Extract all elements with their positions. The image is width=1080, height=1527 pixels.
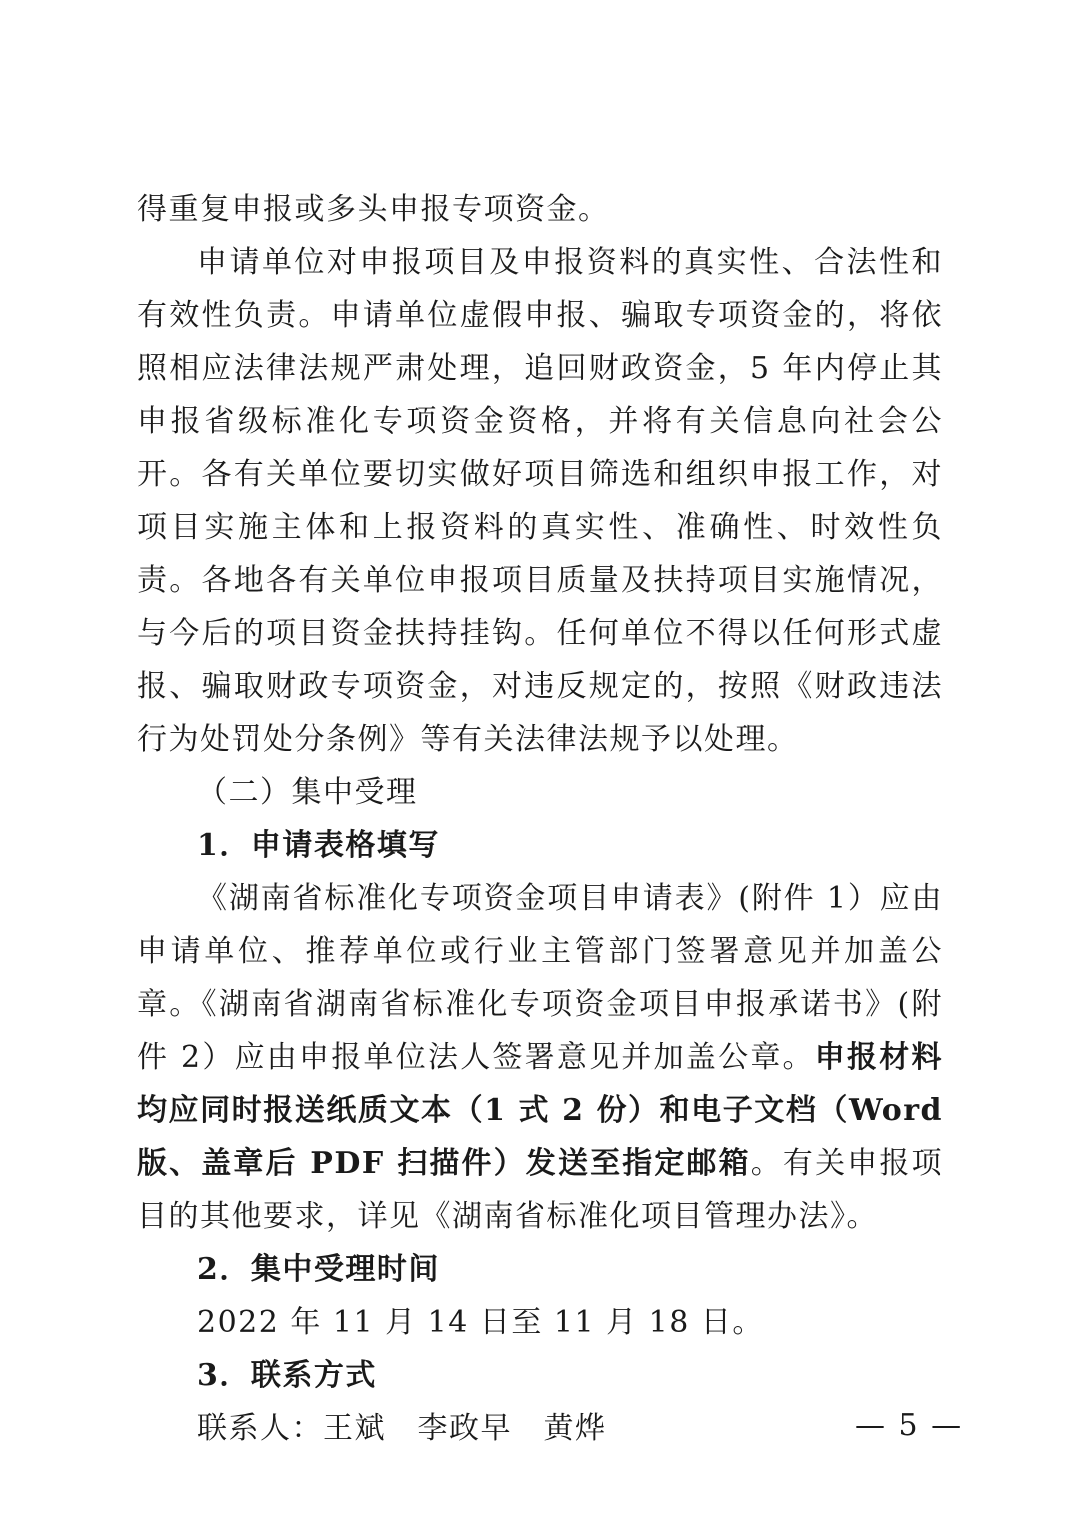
paragraph-continuation: 得重复申报或多头申报专项资金。 xyxy=(137,192,610,227)
item3-paragraph: 联系人：王斌 李政早 黄烨 xyxy=(197,1411,607,1446)
body-text xyxy=(137,183,943,1455)
item1-text-c: 。有关申报项目的其他要求，详见《湖南省标准化项目管理办法》。 xyxy=(137,1146,943,1234)
section-heading: （二）集中受理 xyxy=(197,775,418,810)
page-number: — 5 — xyxy=(855,1408,964,1443)
item2-heading: 2．集中受理时间 xyxy=(197,1252,440,1287)
item1-text-a: 《湖南省标准化专项资金项目申请表》(附件 1）应由申请单位、推荐单位或行业主管部门签署意见并加盖公章。《湖南省湖南省标准化专项资金项目申报承诺书》(附件 2）应由申报单位法人签署意见并加盖公章。 xyxy=(137,881,943,1075)
item1-heading: 1．申请表格填写 xyxy=(197,828,440,863)
item2-paragraph: 2022 年 11 月 14 日至 11 月 18 日。 xyxy=(197,1305,764,1340)
item1-text-bold: 申报材料均应同时报送纸质文本（1 式 2 份）和电子文档（Word 版、盖章后 PDF 扫描件）发送至指定邮箱 xyxy=(137,1040,944,1181)
paragraph-responsibility: 申请单位对申报项目及申报资料的真实性、合法性和有效性负责。申请单位虚假申报、骗取专项资金的，将依照相应法律法规严肃处理，追回财政资金，5 年内停止其申报省级标准化专项资金资格，并将有关信息向社会公开。各有关单位要切实做好项目筛选和组织申报工作，对项目实施主体和上报资料的真实性、准确性、时效性负责。各地各有关单位申报项目质量及扶持项目实施情况，与今后的项目资金扶持挂钩。任何单位不得以任何形式虚报、骗取财政专项资金，对违反规定的，按照《财政违法行为处罚处分条例》等有关法律法规予以处理。 xyxy=(137,245,943,757)
item1-paragraph xyxy=(137,872,943,1243)
item3-heading: 3．联系方式 xyxy=(197,1358,377,1393)
